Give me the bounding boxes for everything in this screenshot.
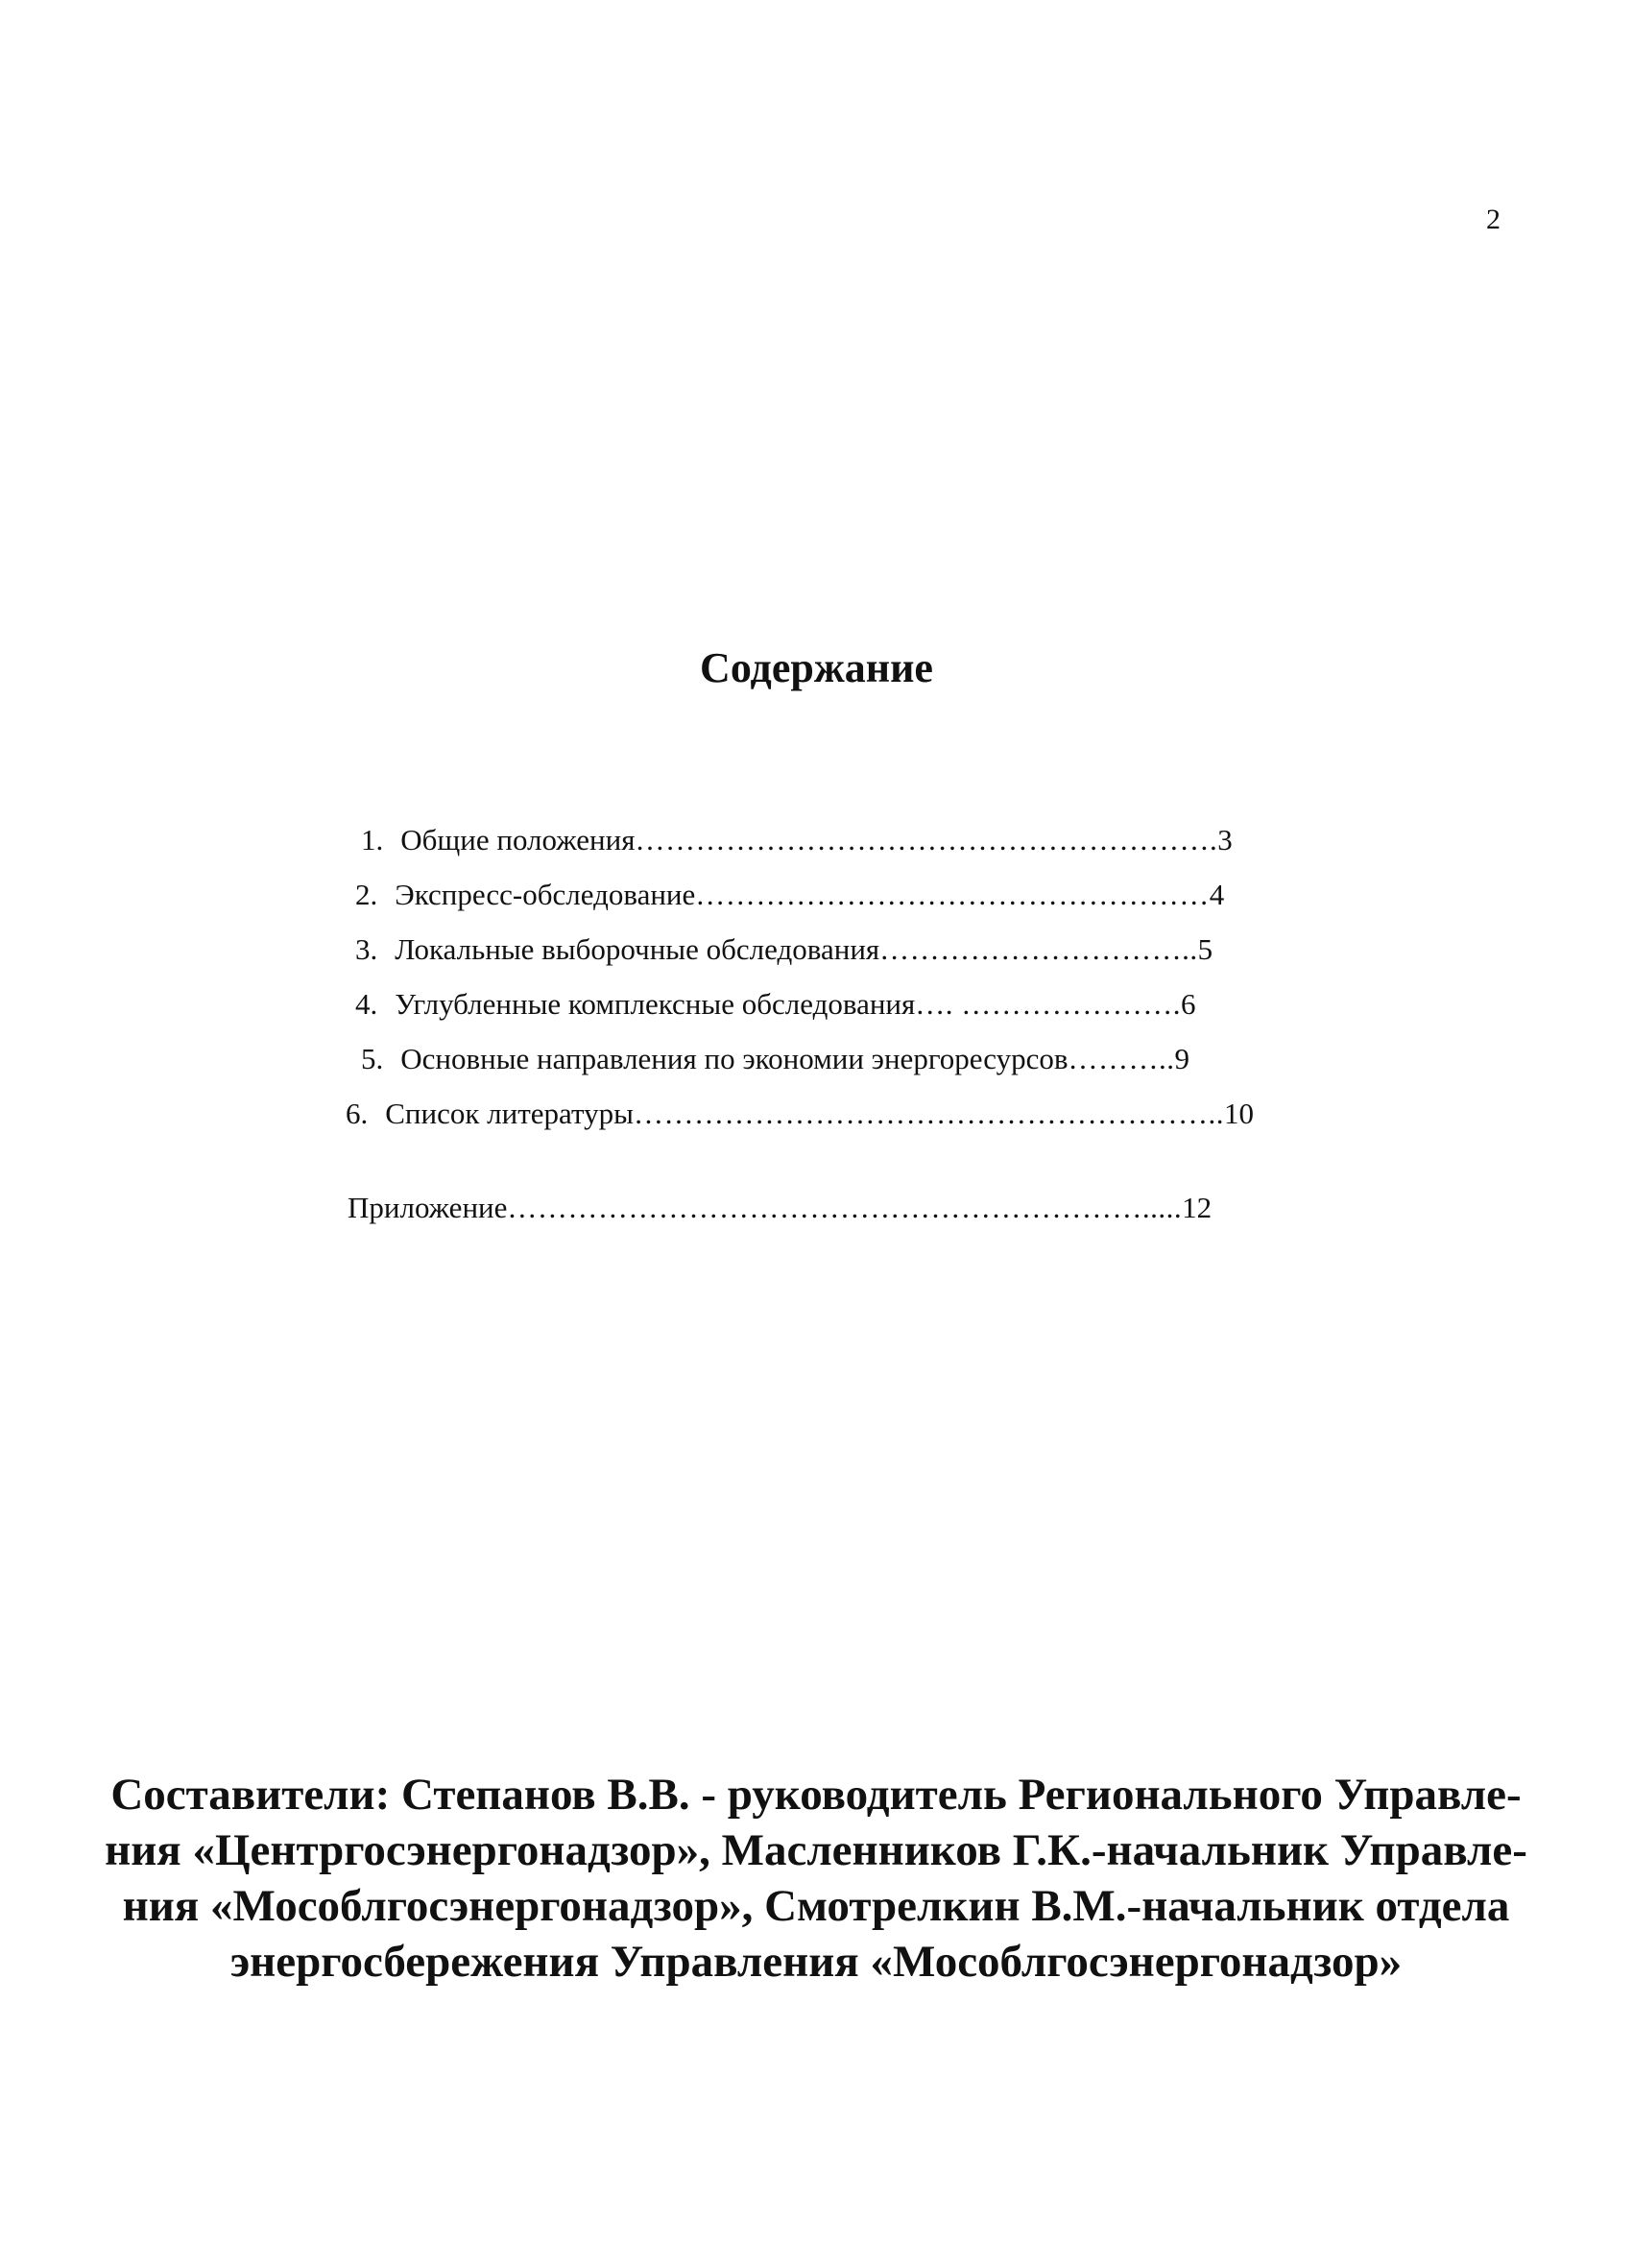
authors-line: энергосбережения Управления «Мособлгосэнергонадзор» <box>229 1937 1403 1987</box>
toc-item-leader: ………………………………………………….. <box>633 1097 1224 1130</box>
toc-item-page: 9 <box>1174 1042 1190 1075</box>
toc-item-page: 3 <box>1217 823 1233 857</box>
toc-item-page: 10 <box>1223 1097 1254 1130</box>
toc-item-leader: …………………………………………………. <box>635 823 1218 857</box>
toc-item-leader: …. …………………. <box>915 987 1182 1021</box>
page-number: 2 <box>1486 204 1501 235</box>
toc-item-leader: …………………………………………… <box>695 878 1210 911</box>
toc-item-number: 2. <box>355 878 378 911</box>
toc-item-page: 5 <box>1197 932 1213 966</box>
toc-item-4[interactable] <box>355 985 1196 1024</box>
toc-item-number: 6. <box>346 1097 369 1130</box>
toc-item-number: 5. <box>361 1042 384 1075</box>
toc-item-text: Список литературы <box>385 1097 634 1130</box>
toc-item-number: 1. <box>361 823 384 857</box>
toc-item-5[interactable] <box>361 1040 1189 1078</box>
toc-item-number: 4. <box>355 987 378 1021</box>
toc-item-text: Углубленные комплексные обследования <box>395 987 916 1021</box>
toc-item-text: Основные направления по экономии энергоресурсов <box>400 1042 1069 1075</box>
toc-item-leader: ………………………….. <box>879 932 1198 966</box>
authors-block <box>96 1767 1536 1990</box>
toc-item-page: 4 <box>1209 878 1225 911</box>
toc-item-leader: ……….. <box>1068 1042 1175 1075</box>
toc-item-2[interactable] <box>355 876 1224 914</box>
toc-appendix[interactable] <box>348 1189 1212 1227</box>
toc-item-number: 3. <box>355 932 378 966</box>
authors-line: ния «Центргосэнергонадзор», Масленников Г.К.-начальник Управле- <box>105 1825 1527 1875</box>
toc-item-text: Экспресс-обследование <box>395 878 696 911</box>
toc-item-6[interactable] <box>346 1095 1254 1133</box>
toc-item-3[interactable] <box>355 930 1213 969</box>
toc-item-text: Локальные выборочные обследования <box>395 932 880 966</box>
toc-item-leader: ………………………………………………………..... <box>507 1191 1183 1224</box>
toc-item-page: 6 <box>1181 987 1196 1021</box>
toc-item-text: Приложение <box>348 1191 508 1224</box>
toc-item-1[interactable] <box>361 821 1233 859</box>
authors-line: Составители: Степанов В.В. - руководитель Регионального Управле- <box>110 1770 1522 1820</box>
toc-title: Содержание <box>700 644 933 691</box>
toc-item-page: 12 <box>1182 1191 1213 1224</box>
toc-item-text: Общие положения <box>400 823 636 857</box>
authors-line: ния «Мособлгосэнергонадзор», Смотрелкин В.М.-начальник отдела <box>122 1881 1510 1931</box>
